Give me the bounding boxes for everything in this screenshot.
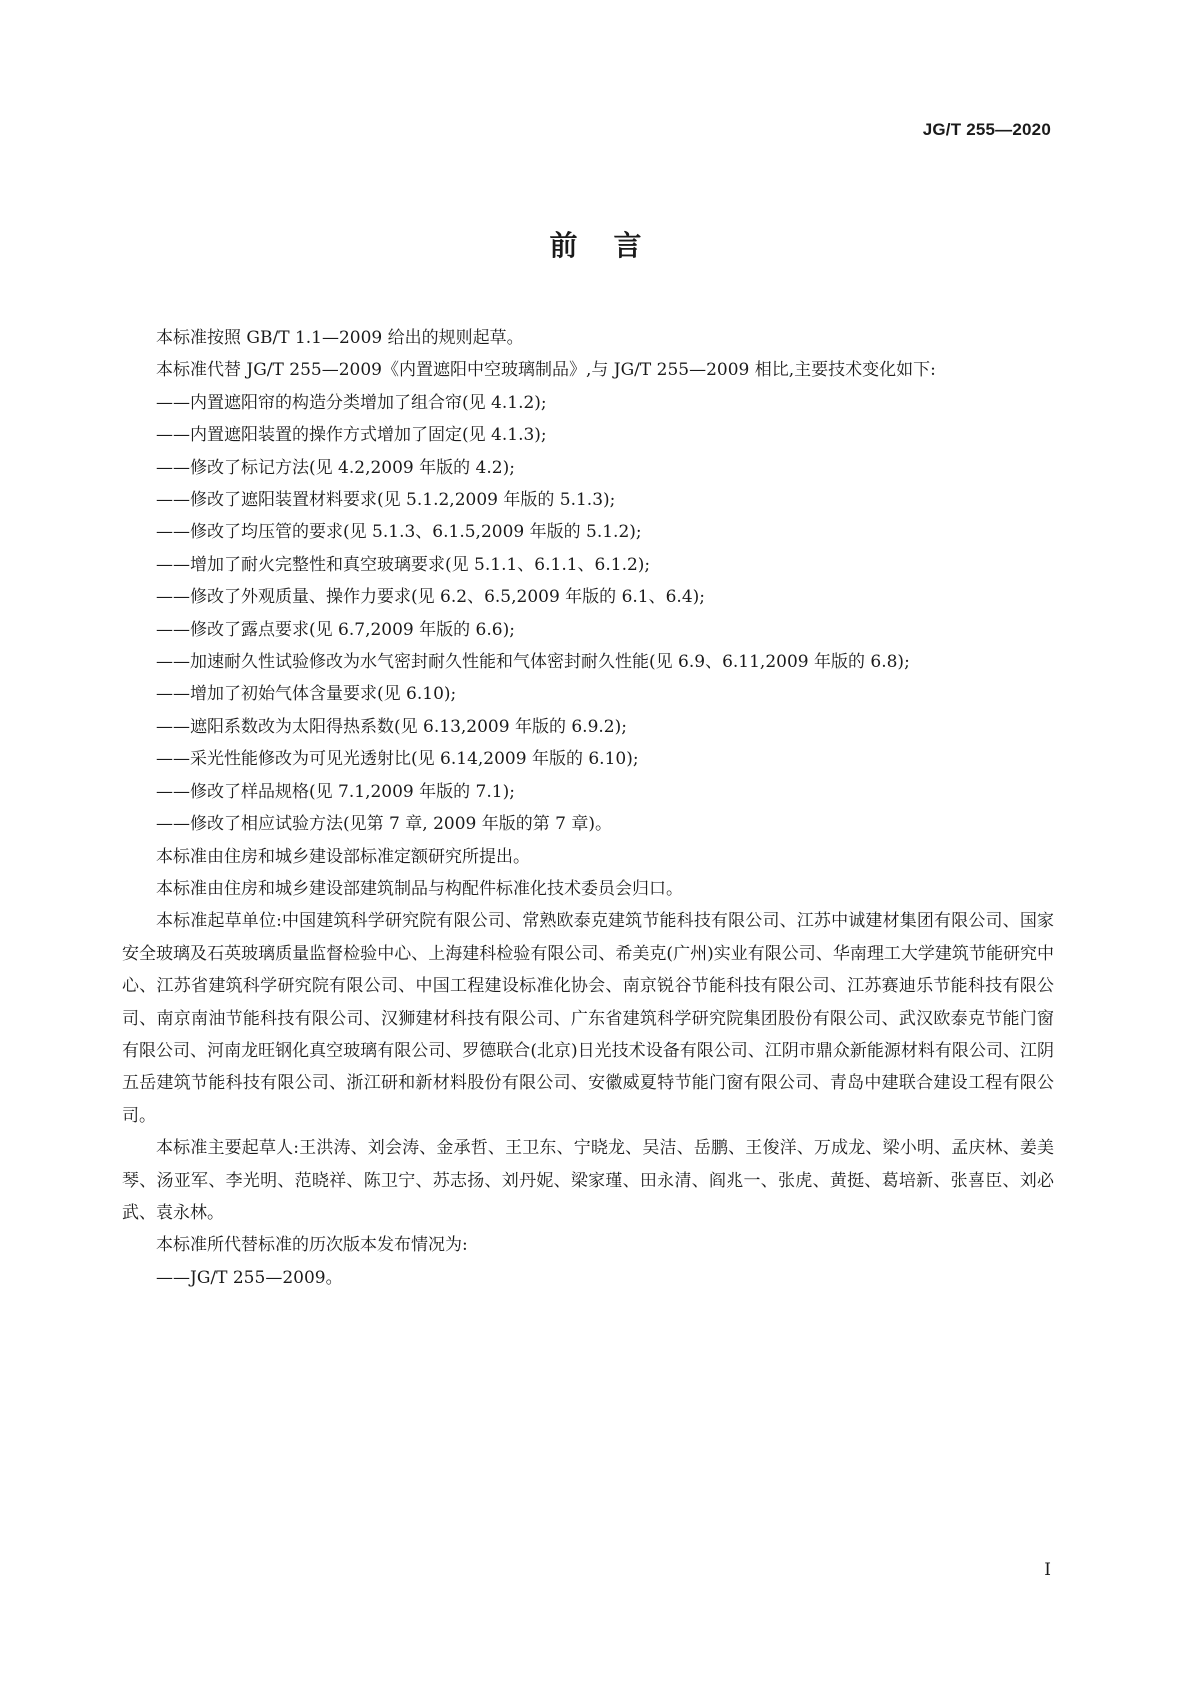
change-item: ——采光性能修改为可见光透射比(见 6.14,2009 年版的 6.10); bbox=[156, 749, 639, 770]
change-item: ——修改了相应试验方法(见第 7 章, 2009 年版的第 7 章)。 bbox=[156, 814, 612, 835]
history-item: ——JG/T 255—2009。 bbox=[156, 1267, 343, 1288]
change-item: ——加速耐久性试验修改为水气密封耐久性能和气体密封耐久性能(见 6.9、6.11,2009 年版的 6.8); bbox=[156, 652, 910, 673]
standard-number: JG/T 255—2020 bbox=[922, 120, 1051, 139]
history-list bbox=[122, 1262, 1054, 1294]
changes-list bbox=[122, 387, 1054, 841]
change-item: ——内置遮阳装置的操作方式增加了固定(见 4.1.3); bbox=[156, 425, 547, 446]
paragraph-proposed-by: 本标准由住房和城乡建设部标准定额研究所提出。 bbox=[156, 846, 530, 867]
change-item: ——遮阳系数改为太阳得热系数(见 6.13,2009 年版的 6.9.2); bbox=[156, 716, 627, 737]
paragraph-drafters: 本标准主要起草人:王洪涛、刘会涛、金承哲、王卫东、宁晓龙、吴洁、岳鹏、王俊洋、万成龙、梁小明、孟庆林、姜美琴、汤亚军、李光明、范晓祥、陈卫宁、苏志扬、刘丹妮、梁家瑾、田永清、阎兆一、张虎、黄挺、葛培新、张喜臣、刘必武、袁永林。 bbox=[122, 1138, 1054, 1223]
paragraph-history-intro: 本标准所代替标准的历次版本发布情况为: bbox=[156, 1235, 468, 1256]
paragraph-replacement-intro: 本标准代替 JG/T 255—2009《内置遮阳中空玻璃制品》,与 JG/T 255—2009 相比,主要技术变化如下: bbox=[156, 360, 936, 381]
change-item: ——内置遮阳帘的构造分类增加了组合帘(见 4.1.2); bbox=[156, 392, 547, 413]
page-title: 前言 bbox=[549, 229, 678, 262]
change-item: ——修改了遮阳装置材料要求(见 5.1.2,2009 年版的 5.1.3); bbox=[156, 490, 616, 511]
change-item: ——增加了耐火完整性和真空玻璃要求(见 5.1.1、6.1.1、6.1.2); bbox=[156, 554, 651, 575]
change-item: ——修改了均压管的要求(见 5.1.3、6.1.5,2009 年版的 5.1.2); bbox=[156, 522, 642, 543]
change-item: ——修改了露点要求(见 6.7,2009 年版的 6.6); bbox=[156, 619, 515, 640]
change-item: ——修改了样品规格(见 7.1,2009 年版的 7.1); bbox=[156, 781, 515, 802]
page-number: I bbox=[1044, 1560, 1051, 1580]
change-item: ——修改了标记方法(见 4.2,2009 年版的 4.2); bbox=[156, 457, 515, 478]
paragraph-centralized-by: 本标准由住房和城乡建设部建筑制品与构配件标准化技术委员会归口。 bbox=[156, 878, 683, 899]
paragraph-drafting-units: 本标准起草单位:中国建筑科学研究院有限公司、常熟欧泰克建筑节能科技有限公司、江苏中诚建材集团有限公司、国家安全玻璃及石英玻璃质量监督检验中心、上海建科检验有限公司、希美克(广州)实业有限公司、华南理工大学建筑节能研究中心、江苏省建筑科学研究院有限公司、中国工程建设标准化协会、南京锐谷节能科技有限公司、江苏赛迪乐节能科技有限公司、南京南油节能科技有限公司、汉狮建材科技有限公司、广东省建筑科学研究院集团股份有限公司、武汉欧泰克节能门窗有限公司、河南龙旺钢化真空玻璃有限公司、罗德联合(北京)日光技术设备有限公司、江阴市鼎众新能源材料有限公司、江阴五岳建筑节能科技有限公司、浙江研和新材料股份有限公司、安徽威夏特节能门窗有限公司、青岛中建联合建设工程有限公司。 bbox=[122, 911, 1054, 1126]
paragraph-drafting-rules: 本标准按照 GB/T 1.1—2009 给出的规则起草。 bbox=[156, 328, 524, 348]
foreword-body bbox=[122, 322, 1054, 1294]
change-item: ——增加了初始气体含量要求(见 6.10); bbox=[156, 684, 457, 705]
change-item: ——修改了外观质量、操作力要求(见 6.2、6.5,2009 年版的 6.1、6.4); bbox=[156, 587, 706, 608]
